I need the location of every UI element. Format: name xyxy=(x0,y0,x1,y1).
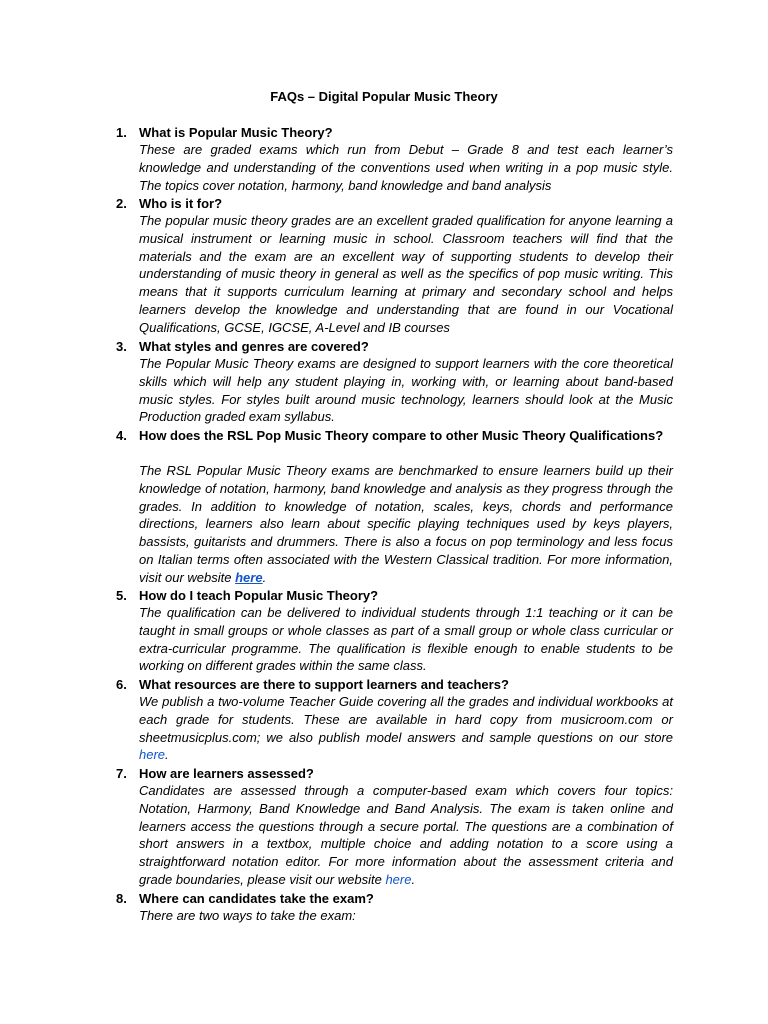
faq-answer: These are graded exams which run from Debut – Grade 8 and test each learner’s knowledge and understanding of the conventions used when writing in a pop music style. The topics cover notation, harmony, band knowledge and band analysis xyxy=(139,142,673,193)
faq-question: How do I teach Popular Music Theory? xyxy=(139,588,379,603)
store-link[interactable]: here xyxy=(139,747,166,763)
page-title: FAQs – Digital Popular Music Theory xyxy=(270,89,498,104)
faq-answer xyxy=(139,782,673,889)
faq-number: 5. xyxy=(116,588,127,603)
faq-number: 7. xyxy=(116,766,127,781)
faq-answer: The Popular Music Theory exams are designed to support learners with the core theoretical skills which will help any student playing in, working with, or learning about band-based music styles. For styles built around music technology, learners should look at the Music Production graded exam syllabus. xyxy=(139,356,673,425)
faq-answer-end: . xyxy=(165,747,169,763)
faq-number: 6. xyxy=(116,677,127,692)
faq-answer xyxy=(139,462,673,587)
faq-answer-end: . xyxy=(411,871,416,887)
faq-number: 8. xyxy=(116,891,127,906)
faq-answer: The qualification can be delivered to individual students through 1:1 teaching or it can be taught in small groups or whole classes as part of a small group or whole class curricular or extra-curricular programme. The qualification is flexible enough to enable students to be working on different grades within the same class. xyxy=(139,605,673,674)
faq-number: 4. xyxy=(116,428,127,443)
faq-question: What resources are there to support learners and teachers? xyxy=(139,677,509,692)
faq-answer-text: We publish a two-volume Teacher Guide covering all the grades and individual workbooks at each grade for students. These are available in hard copy from musicroom.com or sheetmusicplus.com; we also publish model answers and sample questions on our store xyxy=(139,694,673,745)
website-link[interactable]: here xyxy=(235,569,263,585)
faq-answer-text: Candidates are assessed through a computer-based exam which covers four topics: Notation, Harmony, Band Knowledge and Band Analysis. The exam is taken online and learners access the questions through a secure portal. The questions are a combination of short answers in a textbox, multiple choice and adding notation to a score using a straightforward notation editor. For more information about the assessment criteria and grade boundaries, please visit our website xyxy=(139,783,673,887)
faq-number: 2. xyxy=(116,196,127,211)
website-link[interactable]: here xyxy=(385,871,412,887)
faq-number: 3. xyxy=(116,339,127,354)
faq-answer: The popular music theory grades are an excellent graded qualification for anyone learning a musical instrument or learning music in school. Classroom teachers will find that the materials and the exam are an excellent way of supporting students to develop their understanding of music theory in general as well as the specifics of pop music writing. This means that it supports curriculum learning at primary and secondary school and helps learners develop the knowledge and understanding that are found in our Vocational Qualifications, GCSE, IGCSE, A-Level and IB courses xyxy=(139,213,673,335)
faq-answer-end: . xyxy=(262,569,267,585)
faq-question: How are learners assessed? xyxy=(139,766,314,781)
faq-question: What styles and genres are covered? xyxy=(139,339,369,354)
faq-answer xyxy=(139,693,673,764)
faq-number: 1. xyxy=(116,125,127,140)
faq-question: How does the RSL Pop Music Theory compare to other Music Theory Qualifications? xyxy=(139,428,664,443)
faq-answer-text: The RSL Popular Music Theory exams are benchmarked to ensure learners build up their knowledge of notation, harmony, band knowledge and analysis as they progress through the grades. In addition to knowledge of notation, scales, keys, chords and performance directions, learners also learn about specific playing techniques used by keys players, bassists, guitarists and drummers. There is also a focus on pop terminology and less focus on Italian terms often associated with the Western Classical tradition. For more information, visit our website xyxy=(139,463,673,585)
faq-answer: There are two ways to take the exam: xyxy=(139,908,356,923)
faq-question: Who is it for? xyxy=(139,196,223,211)
faq-question: Where can candidates take the exam? xyxy=(139,891,374,906)
faq-question: What is Popular Music Theory? xyxy=(139,125,333,140)
